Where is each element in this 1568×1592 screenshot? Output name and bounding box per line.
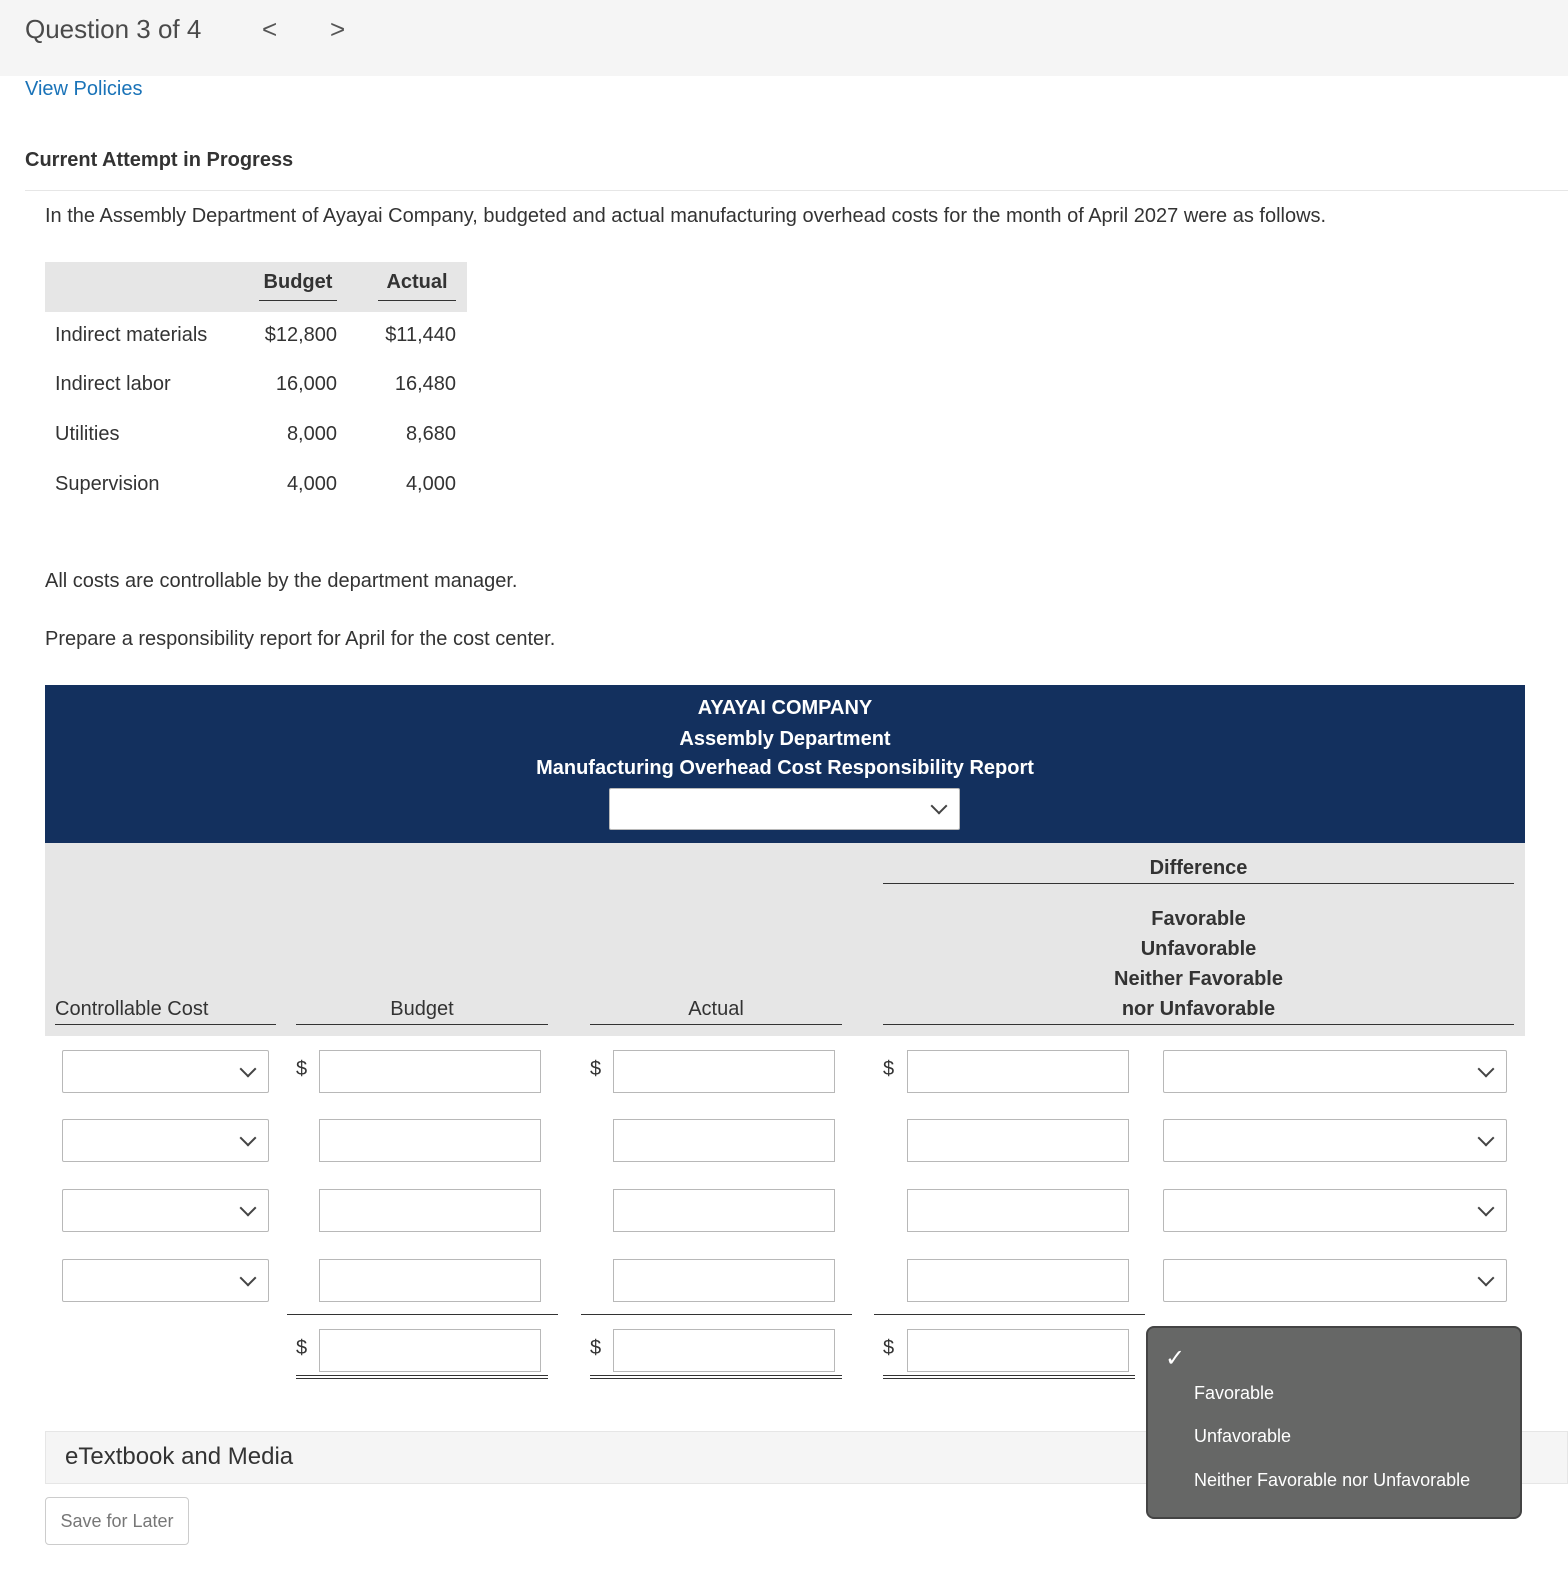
difference-type-select[interactable] — [1163, 1050, 1507, 1093]
divider — [590, 1024, 842, 1025]
divider — [25, 190, 1568, 191]
col-header-budget: Budget — [390, 998, 454, 1020]
dropdown-option-favorable[interactable]: Favorable — [1194, 1383, 1275, 1403]
budget-input[interactable] — [319, 1119, 541, 1162]
difference-input[interactable] — [907, 1050, 1129, 1093]
period-select[interactable] — [609, 788, 960, 830]
total-actual-input[interactable] — [613, 1329, 835, 1372]
instruction: Prepare a responsibility report for April for the cost center. — [45, 628, 556, 650]
actual-input[interactable] — [613, 1119, 835, 1162]
difference-type-select[interactable] — [1163, 1189, 1507, 1232]
currency-symbol: $ — [883, 1337, 895, 1359]
row-actual: 4,000 — [405, 473, 456, 495]
budget-input[interactable] — [319, 1189, 541, 1232]
question-counter: Question 3 of 4 — [25, 14, 202, 44]
divider — [378, 300, 456, 301]
row-budget: 16,000 — [275, 373, 337, 395]
divider — [296, 1024, 548, 1025]
view-policies-link[interactable]: View Policies — [25, 78, 143, 100]
row-label: Indirect materials — [55, 324, 208, 346]
row-actual: 16,480 — [394, 373, 456, 395]
controllable-cost-select[interactable] — [62, 1189, 269, 1232]
row-budget: $12,800 — [264, 324, 337, 346]
report-department: Assembly Department — [679, 728, 891, 750]
divider — [874, 1314, 1145, 1315]
difference-legend: Unfavorable — [1140, 938, 1257, 960]
chevron-down-icon — [1478, 1269, 1495, 1286]
row-label: Indirect labor — [55, 373, 171, 395]
divider — [883, 1024, 1514, 1025]
checkmark-icon: ✓ — [1165, 1345, 1186, 1372]
budget-input[interactable] — [319, 1259, 541, 1302]
col-header-actual: Actual — [386, 271, 448, 293]
currency-symbol: $ — [590, 1337, 602, 1359]
attempt-status: Current Attempt in Progress — [25, 149, 294, 171]
actual-input[interactable] — [613, 1050, 835, 1093]
col-header-difference: Difference — [1149, 857, 1248, 879]
difference-legend: Neither Favorable — [1114, 968, 1283, 990]
total-budget-input[interactable] — [319, 1329, 541, 1372]
col-header-controllable-cost: Controllable Cost — [55, 998, 209, 1020]
row-actual: 8,680 — [405, 423, 456, 445]
currency-symbol: $ — [296, 1337, 308, 1359]
chevron-down-icon — [931, 798, 948, 815]
difference-type-select[interactable] — [1163, 1119, 1507, 1162]
col-header-budget: Budget — [263, 271, 333, 293]
chevron-down-icon — [1478, 1060, 1495, 1077]
difference-type-select[interactable] — [1163, 1259, 1507, 1302]
double-underline — [883, 1375, 1135, 1379]
row-budget: 4,000 — [286, 473, 337, 495]
controllable-cost-select[interactable] — [62, 1259, 269, 1302]
currency-symbol: $ — [296, 1058, 308, 1080]
divider — [581, 1314, 852, 1315]
row-budget: 8,000 — [286, 423, 337, 445]
chevron-down-icon — [240, 1199, 257, 1216]
dropdown-option-unfavorable[interactable]: Unfavorable — [1194, 1426, 1292, 1446]
budget-input[interactable] — [319, 1050, 541, 1093]
difference-input[interactable] — [907, 1119, 1129, 1162]
chevron-down-icon — [1478, 1129, 1495, 1146]
chevron-down-icon — [240, 1060, 257, 1077]
chevron-right-icon[interactable]: > — [330, 14, 346, 44]
controllable-cost-select[interactable] — [62, 1119, 269, 1162]
etextbook-label[interactable]: eTextbook and Media — [65, 1443, 294, 1470]
divider — [287, 1314, 558, 1315]
actual-input[interactable] — [613, 1189, 835, 1232]
report-company: AYAYAI COMPANY — [697, 697, 873, 719]
difference-input[interactable] — [907, 1189, 1129, 1232]
chevron-left-icon[interactable]: < — [262, 14, 278, 44]
question-intro: In the Assembly Department of Ayayai Company, budgeted and actual manufacturing overhead costs for the month of April 2027 were as follows. — [45, 205, 1327, 227]
currency-symbol: $ — [883, 1058, 895, 1080]
chevron-down-icon — [240, 1129, 257, 1146]
chevron-down-icon — [1478, 1199, 1495, 1216]
actual-input[interactable] — [613, 1259, 835, 1302]
double-underline — [590, 1375, 842, 1379]
save-for-later-button[interactable]: Save for Later — [45, 1497, 189, 1545]
col-header-actual: Actual — [688, 998, 744, 1020]
row-actual: $11,440 — [385, 324, 456, 346]
report-title: Manufacturing Overhead Cost Responsibility Report — [536, 757, 1034, 779]
chevron-down-icon — [240, 1269, 257, 1286]
controllable-note: All costs are controllable by the department manager. — [45, 570, 518, 592]
divider — [883, 883, 1514, 884]
difference-legend: Favorable — [1151, 908, 1246, 930]
divider — [259, 300, 337, 301]
dropdown-option-neither[interactable]: Neither Favorable nor Unfavorable — [1194, 1470, 1471, 1490]
double-underline — [296, 1375, 548, 1379]
difference-input[interactable] — [907, 1259, 1129, 1302]
divider — [55, 1024, 276, 1025]
controllable-cost-select[interactable] — [62, 1050, 269, 1093]
currency-symbol: $ — [590, 1058, 602, 1080]
difference-legend: nor Unfavorable — [1121, 998, 1276, 1020]
total-difference-input[interactable] — [907, 1329, 1129, 1372]
row-label: Supervision — [55, 473, 160, 495]
row-label: Utilities — [55, 423, 120, 445]
top-bar — [0, 0, 1568, 76]
